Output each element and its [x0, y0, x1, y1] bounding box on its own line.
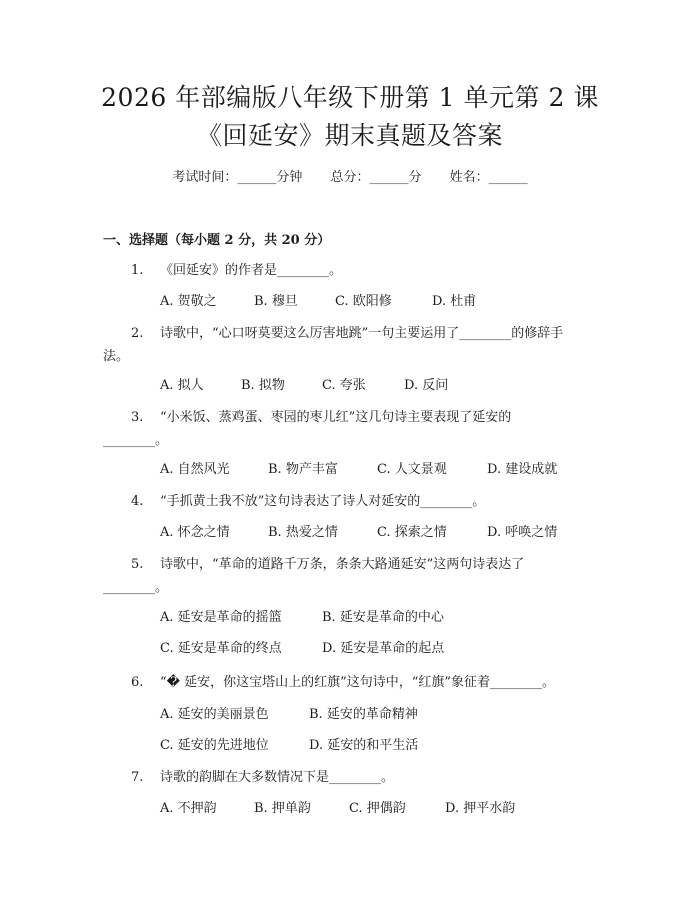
option-c: C. 探索之情 — [377, 525, 447, 540]
option-b: B. 押单韵 — [254, 801, 311, 816]
option-a: A. 自然风光 — [160, 462, 230, 477]
question-number: 4. — [131, 494, 144, 509]
option-d: D. 建设成就 — [487, 462, 558, 477]
option-b: B. 延安的革命精神 — [309, 707, 418, 722]
exam-time-field: 考试时间：______分钟 — [172, 170, 303, 185]
option-b: B. 穆旦 — [254, 294, 298, 309]
question-number: 5. — [131, 557, 144, 572]
option-b: B. 延安是革命的中心 — [322, 610, 444, 625]
question-text: 诗歌中，“革命的道路千万条，条条大路通延安”这两句诗表达了 — [160, 557, 525, 572]
student-name-field: 姓名：______ — [449, 170, 528, 185]
option-d: D. 反问 — [404, 378, 449, 393]
question-number: 2. — [131, 326, 144, 341]
option-a: A. 怀念之情 — [160, 525, 230, 540]
question-text-continuation: 法。 — [103, 349, 130, 364]
question-text: “手抓黄土我不放”这句诗表达了诗人对延安的________。 — [160, 494, 486, 509]
option-a: A. 贺敬之 — [160, 294, 217, 309]
question-text-continuation: ________。 — [103, 580, 169, 595]
question-text-continuation: ________。 — [103, 433, 169, 448]
option-b: B. 热爱之情 — [268, 525, 338, 540]
option-d: D. 押平水韵 — [445, 801, 516, 816]
option-d: D. 杜甫 — [432, 294, 477, 309]
option-d: D. 延安是革命的起点 — [322, 641, 445, 656]
question-number: 6. — [131, 675, 144, 690]
document-title-line-1: 2026 年部编版八年级下册第 1 单元第 2 课 — [101, 83, 599, 112]
option-b: B. 拟物 — [241, 378, 285, 393]
exam-info-line — [0, 169, 700, 187]
option-c: C. 人文景观 — [377, 462, 447, 477]
option-d: D. 延安的和平生活 — [309, 738, 419, 753]
option-a: A. 延安的美丽景色 — [160, 707, 269, 722]
section-heading: 一、选择题（每小题 2 分，共 20 分） — [103, 233, 331, 248]
question-number: 1. — [131, 263, 144, 278]
option-a: A. 不押韵 — [160, 801, 217, 816]
document-title-line-2: 《回延安》期末真题及答案 — [196, 121, 503, 150]
option-a: A. 拟人 — [160, 378, 204, 393]
question-number: 3. — [131, 410, 144, 425]
option-c: C. 延安的先进地位 — [160, 738, 269, 753]
question-text: 《回延安》的作者是________。 — [160, 263, 343, 278]
question-text: “小米饭、蒸鸡蛋、枣园的枣儿红”这几句诗主要表现了延安的 — [160, 410, 512, 425]
option-b: B. 物产丰富 — [268, 462, 338, 477]
option-c: C. 夸张 — [322, 378, 366, 393]
question-text: “� 延安，你这宝塔山上的红旗”这句诗中，“红旗”象征着________。 — [160, 675, 556, 690]
question-number: 7. — [131, 770, 144, 785]
question-text: 诗歌中，“心口呀莫要这么厉害地跳”一句主要运用了________的修辞手 — [160, 326, 564, 341]
option-c: C. 延安是革命的终点 — [160, 641, 282, 656]
total-score-field: 总分：______分 — [330, 170, 422, 185]
option-c: C. 押偶韵 — [349, 801, 406, 816]
option-c: C. 欧阳修 — [335, 294, 392, 309]
option-a: A. 延安是革命的摇篮 — [160, 610, 282, 625]
question-text: 诗歌的韵脚在大多数情况下是________。 — [160, 770, 395, 785]
option-d: D. 呼唤之情 — [487, 525, 558, 540]
